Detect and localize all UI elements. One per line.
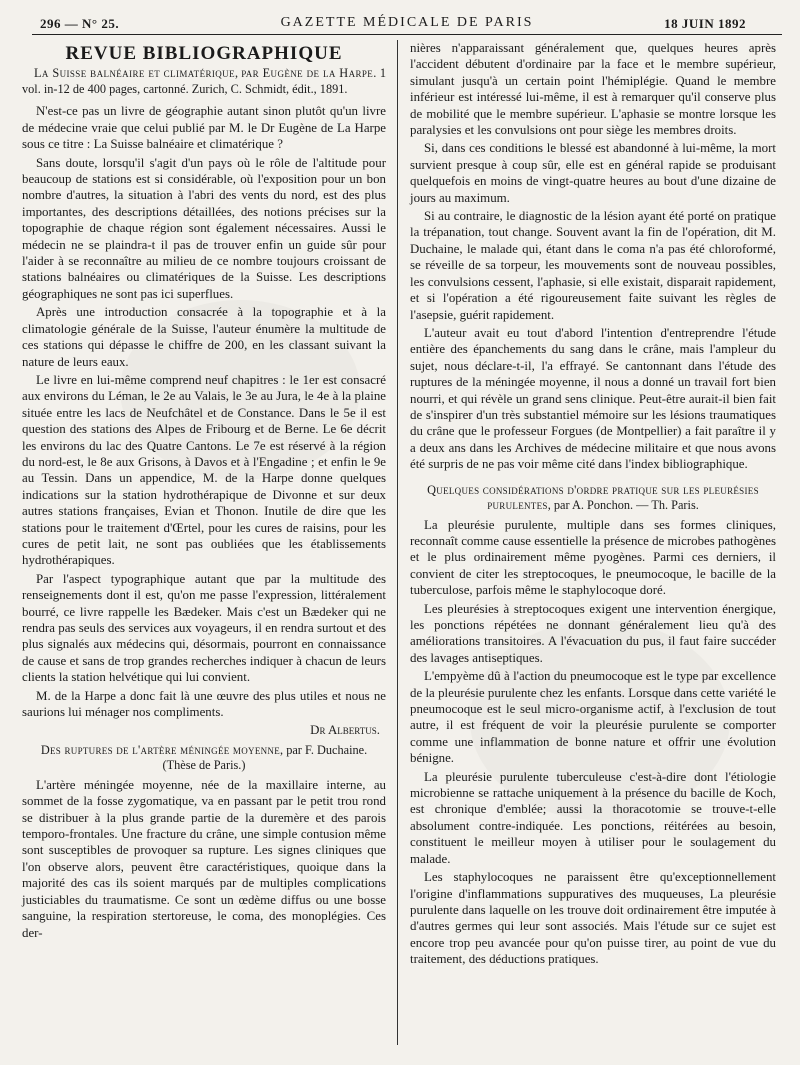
section-title: REVUE BIBLIOGRAPHIQUE: [65, 43, 343, 64]
paragraph: M. de la Harpe a donc fait là une œuvre des plus utiles et nous ne saurions lui ménager nos compliments.: [22, 688, 386, 720]
review-heading: La Suisse balnéaire et climatérique, par Eugène de la Harpe. 1 vol. in-12 de 400 pages, cartonné. Zurich, C. Schmidt, édit., 1891.: [22, 66, 387, 96]
thesis-note: (Thèse de Paris.): [162, 758, 246, 773]
book-title: La Suisse balnéaire et climatérique: [34, 66, 235, 81]
review-heading: Quelques considérations d'ordre pratique sur les pleurésies purulentes, par A. Ponchon. — Th. Paris.: [427, 482, 759, 513]
paragraph: Sans doute, lorsqu'il s'agit d'un pays où le rôle de l'altitude pour beaucoup de stations est si considérable, où l'exposition pour un bon nombre d'autres, la situation à l'abri des vents du nord, est des plus importantes, des descriptions détaillées, des notions précises sur la topographie de chaque région sont également nécessaires. Aussi le médecin ne se plaindra-t il pas de trouver enfin un guide sûr pour l'aider à se reconnaître au milieu de ce nombre toujours croissant de stations balnéaires ou climatériques de la Suisse. Les descriptions géographiques ne sont pas ici superflues.: [22, 155, 386, 301]
issue-date: 18 JUIN 1892: [664, 16, 746, 31]
paragraph: Les pleurésies à streptocoques exigent une intervention énergique, les ponctions répétées ne donnant généralement lieu qu'à des améliorations transitoires. A l'évacuation du pus, il faut faire succéder des lavages antiseptiques.: [410, 601, 776, 665]
signature: [22, 722, 380, 738]
paragraph: L'artère méningée moyenne, née de la maxillaire interne, au sommet de la fosse zygomatique, va en passant par le petit trou rond se distribuer à la plus grande partie de la duremère et des parois temporo-frontales. Une fracture du crâne, une simple contusion même sont susceptibles de provoquer sa rupture. Les signes cliniques que l'on observe alors, peuvent être caractéristiques, quoique dans la majorité des cas ils soient marqués par de multiples complications justiciables du traumatisme. Ce sont un œdème diffus ou une bosse sanguine, la respiration stertoreuse, le coma, des monoplégies. Ces der-: [22, 777, 386, 940]
paragraph: Par l'aspect typographique autant que par la multitude des renseignements dont il est, qu'on me passe l'expression, littéralement bourré, ce livre rappelle les Bædeker. Mais c'est un Bædeker qui ne rendra pas seuls des services aux voyageurs, il en rendra surtout et des plus signalés aux médecins qui, désormais, pourront en connaissance de cause et sans de trop grandes recherches indiquer à chacun de leurs clients la station helvétique qui lui convient.: [22, 571, 386, 685]
paragraph: Après une introduction consacrée à la topographie et à la climatologie générale de la Suisse, l'auteur énumère la multitude de ces stations qui dépasse le chiffre de 200, en les classant suivant la nature de leurs eaux.: [22, 305, 386, 369]
book-details: 1 vol. in-12 de 400 pages, cartonné. Zurich, C. Schmidt, édit., 1891.: [22, 66, 387, 96]
signature-text: Dr Albertus.: [310, 723, 380, 738]
thesis-title: Des ruptures de l'artère méningée moyenne: [40, 742, 281, 757]
paragraph: L'auteur avait eu tout d'abord l'intention d'entreprendre l'étude entière des épanchements du sang dans le crâne, mais l'ampleur du sujet, nous déclare-t-il, l'a effrayé. Se cantonnant dans l'étude des ruptures de la méningée moyenne, il nous a donné un travail fort bien nourri, et qui révèle un grand sens clinique. Peut-être aurait-il bien fait de s'inspirer d'un très substantiel mémoire sur les lésions traumatiques du crâne que le professeur Forgues (de Montpellier) a fait paraître il y a deux ans dans les Archives de médecine militaire et que nous avons été surpris de ne pas voir même cité dans l'index bibliographique.: [410, 325, 776, 472]
paragraph: nières n'apparaissant généralement que, quelques heures après l'accident débutent d'ordinaire par la face et le membre supérieur, simulant jusqu'à un certain point l'hémiplégie. Quand le membre inférieur est intéressé lui-même, il est à remarquer qu'il conserve plus de mobilité que le membre supérieur. L'aphasie se montre lorsque les paralysies et les convulsions ont pour siège les membres droits.: [410, 41, 776, 138]
paragraph: Les staphylocoques ne paraissent être qu'exceptionnellement l'origine d'inflammations suppuratives des muqueuses, La pleurésie purulente dans laquelle on les trouve doit ordinairement être imputée à d'autres germes qui leur sont associés. Mais l'étude sur ce sujet est encore trop peu avancée pour qu'on puisse tirer, au point de vue du traitement, des déductions pratiques.: [410, 870, 776, 967]
thesis-author: par F. Duchaine.: [286, 742, 368, 757]
paragraph: L'empyème dû à l'action du pneumocoque est le type par excellence de la pleurésie purulente chez les enfants. Lorsque dans cette variété le pneumocoque est le seul micro-organisme actif, à l'exclusion de tout autre, il est fréquent de voir la pleurésie purulente se comporter comme une inflammation de bonne nature et offrir une évolution bénigne.: [410, 669, 776, 766]
book-author: par Eugène de la Harpe.: [241, 66, 377, 81]
right-column: [410, 40, 776, 1047]
thesis-title: Quelques considérations d'ordre pratique sur les pleurésies purulentes: [427, 482, 759, 513]
left-column: [22, 40, 386, 1047]
paragraph: La pleurésie purulente tuberculeuse c'est-à-dire dont l'étiologie microbienne se rattache uniquement à la présence du bacille de Koch, est chronique d'emblée; aussi la thoracotomie se trouve-t-elle absolument contre-indiquée. Les ponctions, réitérées au besoin, constituent le meilleur moyen à utiliser pour le soulagement du malade.: [410, 769, 776, 866]
paragraph: Si au contraire, le diagnostic de la lésion ayant été porté on pratique la trépanation, tout change. Souvent avant la fin de l'opération, dit M. Duchaine, le malade qui, étant dans le coma n'a pas été chloroformé, se réveille de sa torpeur, les mouvements sont de nouveau possibles, les convulsions cessent, l'aphasie, si elle existait, disparait rapidement, et si l'opération a été rigoureusement faite suivant les règles de l'asepsie, guérit rapidement.: [410, 209, 776, 322]
thesis-author: par A. Ponchon. — Th. Paris.: [553, 498, 699, 513]
review-heading: Des ruptures de l'artère méningée moyenne, par F. Duchaine. (Thèse de Paris.): [40, 742, 368, 773]
paragraph: N'est-ce pas un livre de géographie autant sinon plutôt qu'un livre de médecine vraie que celui publié par M. le Dr Eugène de La Harpe sous ce titre : La Suisse balnéaire et climatérique ?: [22, 104, 386, 152]
column-rule: [397, 40, 398, 1045]
paragraph: Si, dans ces conditions le blessé est abandonné à lui-même, la mort survient presque à coup sûr, elle est en général rapide se produisant quelquefois en moins de vingt-quatre heures au bout d'une dizaine de jours au maximum.: [410, 141, 776, 205]
running-header: [32, 10, 782, 35]
page-number: 296 — N° 25.: [40, 16, 120, 31]
journal-title: GAZETTE MÉDICALE DE PARIS: [280, 15, 534, 30]
paragraph: Le livre en lui-même comprend neuf chapitres : le 1er est consacré aux environs du Léman, le 2e au Valais, le 3e au Jura, le 4e à la plaine située entre les lacs de Neufchâtel et de Constance. Dans le 5e il est question des stations des Alpes de Fribourg et de Berne. Le 6e décrit les environs du lac des Quatre Cantons. Le 7e est réservé à la région du nord-est, le 8e aux Grisons, à Davos et à l'Engadine ; et enfin le 9e au Tessin. Dans un appendice, M. de la Harpe donne quelques indications sur la station hydrothérapique de Divonne et sur deux autres stations françaises, Evian et Thonon. Inutile de dire que les stations pour le traitement d'Œrtel, pour les cures de raisins, pour les cures de petit lait, ne sont pas oubliées que les établissements hydrothérapiques.: [22, 372, 386, 568]
paragraph: La pleurésie purulente, multiple dans ses formes cliniques, reconnaît comme cause essentielle la présence de microbes pathogènes et le plus ordinairement même pyogènes. Parmi ces derniers, il convient de citer les streptocoques, le pneumocoque, le bacille de la tuberculose, parfois même le staphylocoque doré.: [410, 517, 776, 598]
